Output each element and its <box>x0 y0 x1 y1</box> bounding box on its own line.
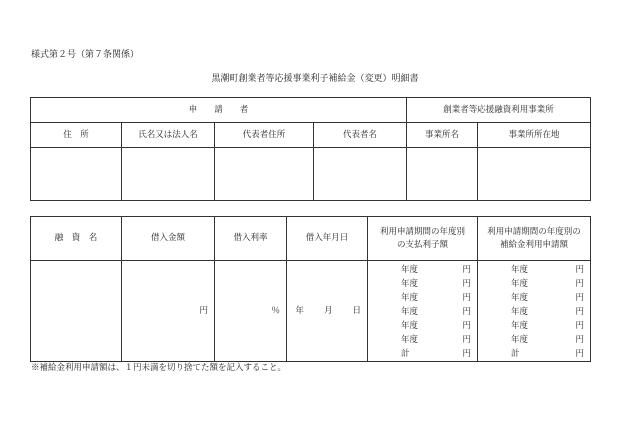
col-office-location: 事業所所在地 <box>478 123 591 148</box>
period-total-row: 計 円 <box>511 349 584 359</box>
period-row: 年度 円 <box>511 279 584 289</box>
applicant-table <box>30 97 591 201</box>
period-row: 年度 円 <box>401 279 471 289</box>
period-row: 年度 円 <box>511 335 584 345</box>
yen-unit: 円 <box>199 305 208 316</box>
col-interest-rate: 借入利率 <box>215 217 287 261</box>
period-row: 年度 円 <box>401 293 471 303</box>
subsidy-request-by-year[interactable] <box>478 261 591 362</box>
period-row: 年度 円 <box>401 321 471 331</box>
period-row: 年度 円 <box>511 293 584 303</box>
input-address[interactable] <box>31 148 122 201</box>
period-row: 年度 円 <box>511 307 584 317</box>
interest-paid-by-year[interactable] <box>368 261 478 362</box>
input-rep-address[interactable] <box>215 148 314 201</box>
input-rep-name[interactable] <box>314 148 407 201</box>
col-address: 住 所 <box>31 123 122 148</box>
input-office-name[interactable] <box>407 148 478 201</box>
col-subsidy-request: 利用申請期間の年度別の補給金利用申請額 <box>478 217 591 261</box>
input-loan-date[interactable] <box>287 261 368 362</box>
col-rep-address: 代表者住所 <box>215 123 314 148</box>
col-interest-paid: 利用申請期間の年度別の支払利子額 <box>368 217 478 261</box>
loan-table <box>30 216 591 362</box>
col-loan-date: 借入年月日 <box>287 217 368 261</box>
period-row: 年度 円 <box>511 321 584 331</box>
col-loan-name: 融 資 名 <box>31 217 122 261</box>
year-unit: 年 <box>295 305 304 316</box>
business-group-header: 創業者等応援融資利用事業所 <box>407 98 591 123</box>
input-office-location[interactable] <box>478 148 591 201</box>
input-loan-name[interactable] <box>31 261 122 362</box>
period-row: 年度 円 <box>401 265 471 275</box>
col-rep-name: 代表者名 <box>314 123 407 148</box>
month-unit: 月 <box>323 305 333 316</box>
percent-unit: ％ <box>271 305 280 316</box>
applicant-group-header: 申 請 者 <box>31 98 407 123</box>
form-number: 様式第２号（第７条関係） <box>31 50 140 60</box>
day-unit: 日 <box>352 305 361 316</box>
period-row: 年度 円 <box>511 265 584 275</box>
footnote: ※補給金利用申請額は、１円未満を切り捨てた額を記入すること。 <box>31 363 287 373</box>
col-loan-amount: 借入金額 <box>122 217 215 261</box>
input-name[interactable] <box>122 148 215 201</box>
period-total-row: 計 円 <box>401 349 471 359</box>
period-row: 年度 円 <box>401 335 471 345</box>
col-name: 氏名又は法人名 <box>122 123 215 148</box>
period-row: 年度 円 <box>401 307 471 317</box>
input-interest-rate[interactable] <box>215 261 287 362</box>
col-office-name: 事業所名 <box>407 123 478 148</box>
document-title: 黒潮町創業者等応援事業利子補給金（変更）明細書 <box>211 74 419 84</box>
input-loan-amount[interactable] <box>122 261 215 362</box>
